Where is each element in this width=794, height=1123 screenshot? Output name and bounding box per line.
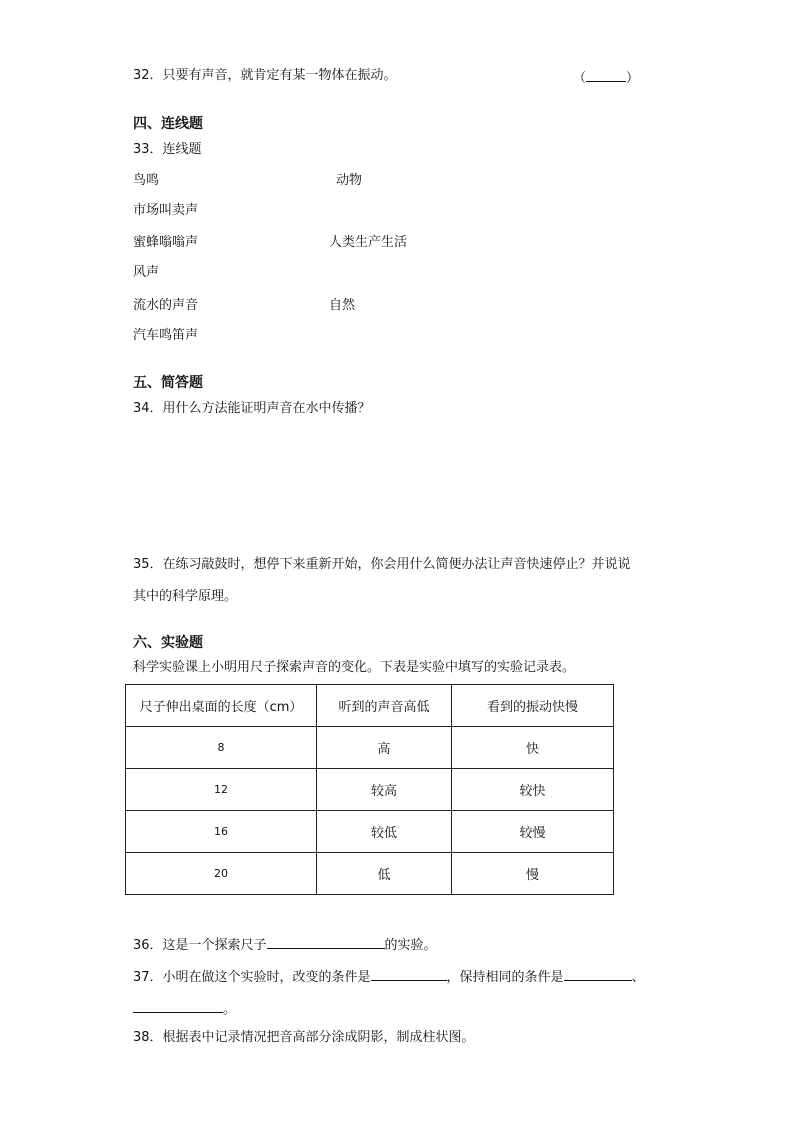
table-cell: 快 xyxy=(452,727,614,769)
q36-line xyxy=(133,936,437,952)
q32-answer-blank[interactable] xyxy=(586,69,626,82)
q33-title: 33．连线题 xyxy=(133,142,202,157)
q37-text-end: 。 xyxy=(223,1002,237,1017)
table-cell: 12 xyxy=(126,769,317,811)
match-right-item[interactable]: 人类生产生活 xyxy=(329,235,408,250)
q34-text: 34．用什么方法能证明声音在水中传播？ xyxy=(133,401,371,416)
q37-text-mid: ，保持相同的条件是 xyxy=(446,970,564,985)
match-left-item[interactable]: 蜜蜂嗡嗡声 xyxy=(133,235,199,250)
table-row xyxy=(126,811,614,853)
table-cell: 较快 xyxy=(452,769,614,811)
q37-text-sep: 、 xyxy=(631,970,645,985)
match-right-item[interactable]: 动物 xyxy=(336,173,363,188)
q36-text-post: 的实验。 xyxy=(384,938,437,953)
table-row xyxy=(126,727,614,769)
q37-answer-blank-3[interactable] xyxy=(133,1000,223,1013)
paren-open: （ xyxy=(573,71,587,86)
q37-answer-blank-1[interactable] xyxy=(371,968,447,981)
q37-text-pre: 37．小明在做这个实验时，改变的条件是 xyxy=(133,970,371,985)
q32-answer-bracket xyxy=(573,69,639,85)
match-left-item[interactable]: 鸟鸣 xyxy=(133,173,160,188)
section-title-experiment: 六、实验题 xyxy=(133,635,203,651)
table-row xyxy=(126,853,614,895)
q36-text-pre: 36．这是一个探索尺子 xyxy=(133,938,267,953)
match-left-item[interactable]: 流水的声音 xyxy=(133,298,199,313)
table-cell: 16 xyxy=(126,811,317,853)
table-header-cell: 看到的振动快慢 xyxy=(452,685,614,727)
match-right-item[interactable]: 自然 xyxy=(329,298,356,313)
section-title-matching: 四、连线题 xyxy=(133,116,203,132)
table-header-row xyxy=(126,685,614,727)
table-cell: 慢 xyxy=(452,853,614,895)
q35-text-line1: 35．在练习敲鼓时，想停下来重新开始，你会用什么简便办法让声音快速停止？并说说 xyxy=(133,557,631,572)
experiment-record-table xyxy=(125,684,614,895)
paren-close: ） xyxy=(626,71,640,86)
q37-line1 xyxy=(133,968,645,984)
table-header-cell: 尺子伸出桌面的长度（cm） xyxy=(126,685,317,727)
table-cell: 20 xyxy=(126,853,317,895)
q35-text-line2: 其中的科学原理。 xyxy=(133,589,238,604)
table-cell: 较慢 xyxy=(452,811,614,853)
q38-text: 38．根据表中记录情况把音高部分涂成阴影，制成柱状图。 xyxy=(133,1030,475,1045)
experiment-intro: 科学实验课上小明用尺子探索声音的变化。下表是实验中填写的实验记录表。 xyxy=(133,660,576,675)
q32-text: 32．只要有声音，就肯定有某一物体在振动。 xyxy=(133,68,397,83)
table-header-cell: 听到的声音高低 xyxy=(317,685,452,727)
q37-answer-blank-2[interactable] xyxy=(564,968,632,981)
match-left-item[interactable]: 汽车鸣笛声 xyxy=(133,328,199,343)
table-cell: 高 xyxy=(317,727,452,769)
section-title-short-answer: 五、简答题 xyxy=(133,375,203,391)
table-cell: 较低 xyxy=(317,811,452,853)
table-cell: 较高 xyxy=(317,769,452,811)
q36-answer-blank[interactable] xyxy=(267,936,385,949)
table-cell: 8 xyxy=(126,727,317,769)
match-left-item[interactable]: 风声 xyxy=(133,265,160,280)
table-cell: 低 xyxy=(317,853,452,895)
table-row xyxy=(126,769,614,811)
q37-line2 xyxy=(133,1000,236,1016)
match-left-item[interactable]: 市场叫卖声 xyxy=(133,203,199,218)
